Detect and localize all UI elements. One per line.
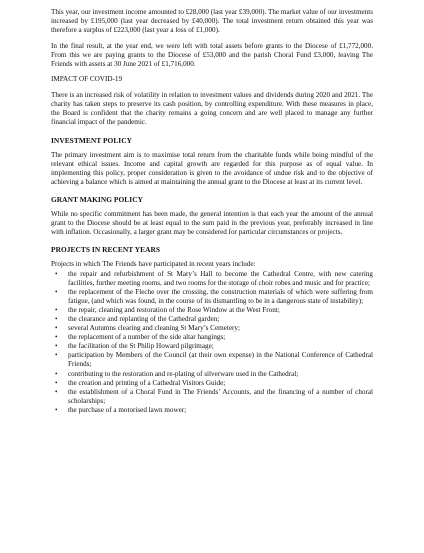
project-item-text: several Autumns clearing and cleaning St Mary’s Cemetery;: [68, 324, 240, 333]
project-list-item: [51, 379, 373, 388]
project-list-item: [51, 270, 373, 288]
covid-heading: IMPACT OF COVID-19: [51, 75, 123, 84]
bullet-icon: •: [55, 369, 58, 378]
project-list-item: [51, 288, 373, 306]
grant-making-policy-paragraph: While no specific commitment has been made, the general intention is that each year the amount of the annual grant to the Diocese should be at least equal to the sum paid in the previous year, preferably increased in line with inflation. Occasionally, a larger grant may be considered for particular circumstances or projects.: [51, 210, 373, 237]
bullet-icon: •: [55, 288, 58, 297]
project-item-text: the repair, cleaning and restoration of the Rose Window at the West Front;: [68, 306, 280, 315]
bullet-icon: •: [55, 315, 58, 324]
bullet-icon: •: [55, 387, 58, 396]
project-item-text: the repair and refurbishment of St Mary’s Hall to become the Cathedral Centre, with new catering facilities, further meeting rooms, and two rooms for the storage of choir robes and music and for practice;: [68, 270, 373, 288]
projects-heading: PROJECTS IN RECENT YEARS: [51, 245, 161, 255]
bullet-icon: •: [55, 405, 58, 414]
investment-income-paragraph: This year, our investment income amounted to £28,000 (last year £39,000). The market value of our investments increased by £195,000 (last year decreased by £40,000). The total investment return obtained this year was therefore a surplus of £223,000 (last year a loss of £1,000).: [51, 8, 373, 35]
project-list-item: [51, 351, 373, 369]
bullet-icon: •: [55, 306, 58, 315]
projects-list: [51, 270, 373, 415]
bullet-icon: •: [55, 324, 58, 333]
year-end-assets-paragraph: In the final result, at the year end, we were left with total assets before grants to the Diocese of £1,772,000. From this we are paying grants to the Diocese of £53,000 and the parish Choral Fund £3,000, leaving The Friends with assets at 30 June 2021 of £1,716,000.: [51, 41, 373, 68]
project-item-text: the replacement of the Fleche over the crossing, the construction materials of which were suffering from fatigue, (and which was found, in the course of its dismantling to be in a dangerous state of instability);: [68, 288, 373, 306]
bullet-icon: •: [55, 270, 58, 278]
investment-policy-paragraph: The primary investment aim is to maximise total return from the charitable funds while being mindful of the relevant ethical issues. Income and capital growth are regarded for this purpose as of equal value. In implementing this policy, proper consideration is given to the avoidance of undue risk and to the objective of achieving a balance which is aimed at maintaining the annual grant to the Diocese at least at its current level.: [51, 150, 373, 186]
project-list-item: [51, 324, 373, 333]
grant-making-policy-heading: GRANT MAKING POLICY: [51, 194, 143, 204]
project-item-text: the creation and printing of a Cathedral Visitors Guide;: [68, 378, 226, 387]
project-list-item: [51, 306, 373, 315]
bullet-icon: •: [55, 351, 58, 360]
project-item-text: contributing to the restoration and re-plating of silverware used in the Cathedral;: [68, 369, 299, 378]
project-list-item: [51, 315, 373, 324]
project-list-item: [51, 406, 373, 415]
bullet-icon: •: [55, 342, 58, 351]
project-item-text: the replacement of a number of the side altar hangings;: [68, 333, 226, 342]
bullet-icon: •: [55, 333, 58, 342]
bullet-icon: •: [55, 378, 58, 387]
project-list-item: [51, 342, 373, 351]
project-item-text: the clearance and replanting of the Cathedral garden;: [68, 315, 220, 324]
project-item-text: participation by Members of the Council (at their own expense) in the National Conference of Cathedral Friends;: [68, 351, 373, 369]
covid-paragraph: There is an increased risk of volatility in relation to investment values and dividends during 2020 and 2021. The charity has taken steps to preserve its cash position, by controlling expenditure. With these measures in place, the Board is confident that the charity remains a going concern and are well placed to manage any further financial impact of the pandemic.: [51, 91, 373, 127]
project-item-text: the facilitation of the St Philip Howard pilgrimage;: [68, 342, 214, 351]
investment-policy-heading: INVESTMENT POLICY: [51, 135, 132, 145]
projects-intro: Projects in which The Friends have participated in recent years include:: [51, 260, 256, 269]
project-list-item: [51, 370, 373, 379]
project-list-item: [51, 333, 373, 342]
project-list-item: [51, 388, 373, 406]
project-item-text: the purchase of a motorised lawn mower;: [68, 405, 187, 414]
document-page: [51, 8, 373, 415]
project-item-text: the establishment of a Choral Fund in The Friends’ Accounts, and the financing of a number of choral scholarships;: [68, 387, 373, 405]
